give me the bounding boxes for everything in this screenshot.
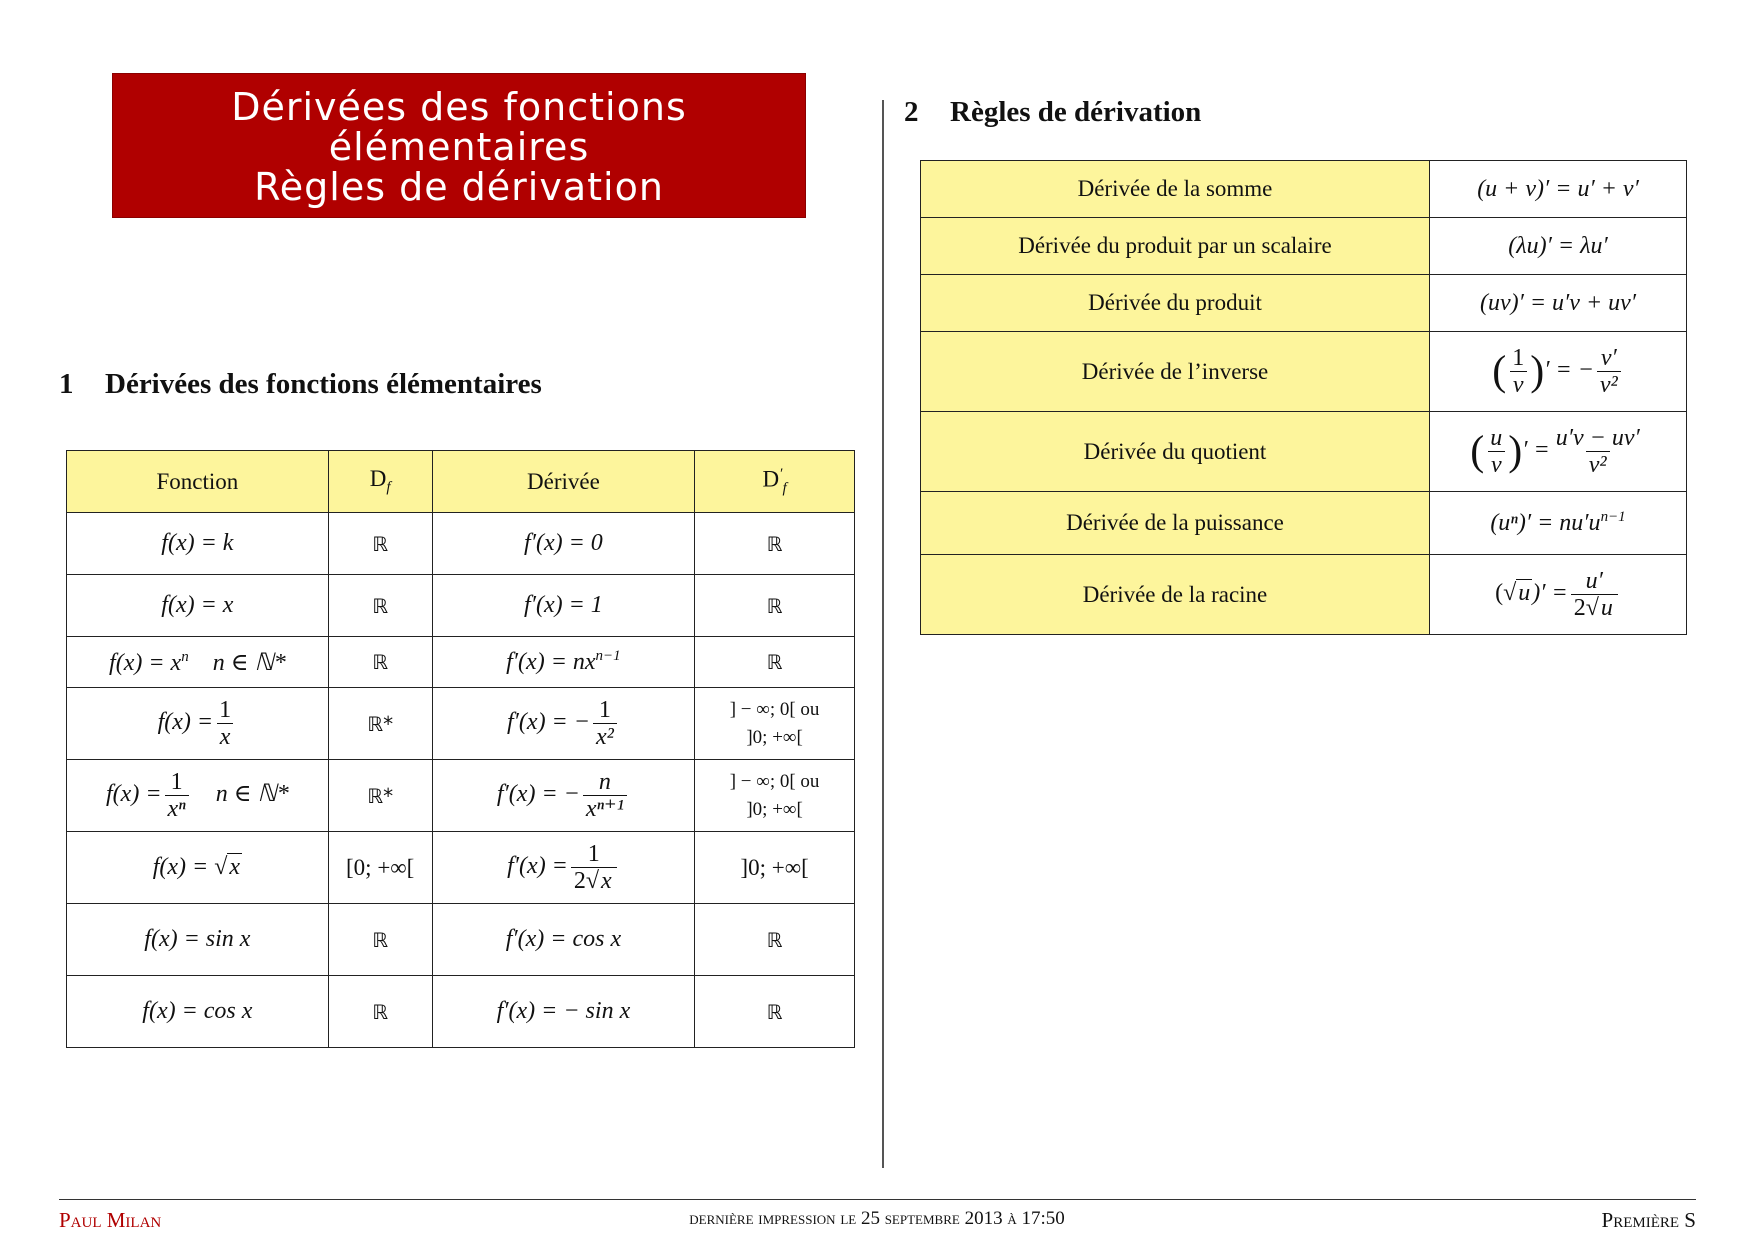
fraction-denominator: x [217, 723, 234, 750]
sqrt-radicand: x [601, 868, 612, 894]
derivative-fraction [593, 697, 617, 750]
derivative-domain-cell: ℝ [695, 575, 855, 637]
derivative-cell: f′(x) = 1 [432, 575, 695, 637]
rule-formula: (uv)′ = u′v + uv′ [1430, 275, 1687, 332]
fraction-denominator [1571, 594, 1618, 621]
derivation-rules-table [920, 160, 1687, 635]
table-row [67, 688, 855, 760]
header-derivee: Dérivée [432, 451, 695, 513]
function-cell: f(x) = cos x [67, 976, 329, 1048]
section-1-heading [59, 368, 542, 401]
fraction-numerator: u′ [1585, 568, 1603, 594]
table-row [67, 832, 855, 904]
function-condition: n ∈ ℕ* [215, 781, 289, 808]
header-df-sub: f [386, 479, 391, 496]
derivative-left: f′(x) = [507, 853, 568, 880]
function-cell [67, 832, 329, 904]
domain-cell: ℝ [328, 575, 432, 637]
function-left: f(x) = [157, 709, 214, 736]
table-row [921, 332, 1687, 412]
derivative-exponent: n−1 [595, 648, 621, 664]
section-2-heading [904, 96, 1201, 129]
fraction-numerator: 1 [219, 697, 232, 723]
rule-formula [1430, 492, 1687, 555]
derivative-domain-cell: ℝ [695, 513, 855, 575]
paren-close: ) [1508, 428, 1523, 475]
formula-middle: ′ = [1522, 437, 1550, 464]
domain-cell: [0; +∞[ [328, 832, 432, 904]
formula-middle: )′ = [1532, 580, 1568, 607]
fraction-denominator: v² [1597, 371, 1621, 398]
function-left: f(x) = [106, 781, 162, 808]
paren-open: ( [1495, 580, 1504, 607]
rule-label: Dérivée de la racine [921, 555, 1430, 635]
sqrt-symbol: √ [214, 854, 228, 880]
domain-line-1: ] − ∞; 0[ ou [729, 698, 820, 720]
rule-formula [1430, 555, 1687, 635]
formula-fraction-left [1509, 345, 1527, 398]
rule-formula: (u + v)′ = u′ + v′ [1430, 161, 1687, 218]
table-row [921, 161, 1687, 218]
footer-author: Paul Milan [59, 1208, 162, 1232]
header-df [328, 451, 432, 513]
sqrt-radicand: x [229, 854, 241, 880]
table-row [921, 412, 1687, 492]
header-fonction: Fonction [67, 451, 329, 513]
derivative-cell: f′(x) = − sin x [432, 976, 695, 1048]
derivative-domain-cell: ℝ [695, 904, 855, 976]
rule-formula [1430, 332, 1687, 412]
derivative-fraction [583, 769, 627, 822]
table-row [67, 575, 855, 637]
paren-open: ( [1492, 348, 1507, 395]
fraction-denominator: xⁿ [165, 795, 189, 822]
section-1-number: 1 [59, 368, 74, 400]
table-row [67, 976, 855, 1048]
formula-exponent: n−1 [1600, 509, 1626, 525]
fraction-denominator: x² [593, 723, 617, 750]
fraction-denominator [571, 867, 617, 894]
table-row [921, 555, 1687, 635]
footer-divider [59, 1199, 1696, 1200]
rule-label: Dérivée du quotient [921, 412, 1430, 492]
function-cell: f(x) = k [67, 513, 329, 575]
sqrt-symbol: √ [1503, 580, 1517, 607]
domain-cell: ℝ* [328, 688, 432, 760]
formula-fraction-right [1571, 568, 1618, 621]
function-cell [67, 637, 329, 688]
domain-line-1: ] − ∞; 0[ ou [729, 770, 820, 792]
footer-class: Première S [1601, 1208, 1696, 1232]
derivative-left: f′(x) = − [507, 709, 590, 736]
table-row [67, 760, 855, 832]
formula-fraction-left [1487, 425, 1505, 478]
table-header-row [67, 451, 855, 513]
rule-label: Dérivée de la somme [921, 161, 1430, 218]
table-row [921, 275, 1687, 332]
title-line-1: Dérivées des fonctions [231, 85, 687, 129]
fraction-numerator: n [598, 769, 611, 795]
formula-fraction-right [1553, 425, 1643, 478]
rule-label: Dérivée de l’inverse [921, 332, 1430, 412]
derivative-domain-cell [695, 760, 855, 832]
derivative-cell [432, 688, 695, 760]
derivative-left: f′(x) = − [496, 781, 580, 808]
function-base: f(x) = x [109, 649, 182, 676]
section-1-title: Dérivées des fonctions élémentaires [105, 368, 542, 400]
sqrt-symbol: √ [1585, 595, 1599, 621]
function-cell: f(x) = x [67, 575, 329, 637]
rule-label: Dérivée de la puissance [921, 492, 1430, 555]
header-df-letter: D [369, 466, 387, 492]
sqrt-radicand: u [1600, 595, 1613, 621]
domain-cell: ℝ [328, 637, 432, 688]
derivative-domain-cell [695, 688, 855, 760]
fraction-denominator: xⁿ⁺¹ [583, 795, 627, 822]
function-cell: f(x) = sin x [67, 904, 329, 976]
function-cell [67, 760, 329, 832]
fraction-numerator: 1 [587, 841, 600, 867]
header-dfp-sub: f [782, 480, 787, 497]
derivative-cell: f′(x) = cos x [432, 904, 695, 976]
derivative-cell [432, 637, 695, 688]
derivative-fraction [571, 841, 617, 894]
function-condition: n ∈ ℕ* [212, 649, 286, 676]
section-2-number: 2 [904, 96, 919, 128]
function-exponent: n [181, 648, 189, 665]
rule-label: Dérivée du produit [921, 275, 1430, 332]
derivative-base: f′(x) = nx [506, 649, 596, 675]
column-divider [882, 100, 884, 1168]
derivative-cell: f′(x) = 0 [432, 513, 695, 575]
fraction-denominator: v [1510, 371, 1527, 398]
formula-fraction-right [1597, 345, 1621, 398]
table-row [67, 637, 855, 688]
sqrt-radicand: u [1518, 580, 1531, 607]
table-row [921, 492, 1687, 555]
formula-base: (uⁿ)′ = nu′u [1490, 510, 1601, 536]
paren-open: ( [1470, 428, 1485, 475]
page-title-banner [112, 73, 806, 218]
rule-formula: (λu)′ = λu′ [1430, 218, 1687, 275]
domain-cell: ℝ [328, 513, 432, 575]
section-2-title: Règles de dérivation [950, 96, 1202, 128]
paren-close: ) [1530, 348, 1545, 395]
denominator-coefficient: 2 [573, 868, 586, 894]
formula-middle: ′ = − [1544, 357, 1594, 384]
header-dfp-letter: D [762, 466, 780, 492]
domain-cell: ℝ* [328, 760, 432, 832]
function-fraction [216, 697, 234, 750]
table-row [67, 904, 855, 976]
rule-formula [1430, 412, 1687, 492]
fraction-numerator: u [1490, 425, 1503, 451]
fraction-numerator: v′ [1600, 345, 1617, 371]
derivative-cell [432, 760, 695, 832]
header-dfp [695, 451, 855, 513]
domain-cell: ℝ [328, 976, 432, 1048]
fraction-denominator: v² [1586, 451, 1610, 478]
derivatives-table [66, 450, 855, 1048]
fraction-denominator: v [1488, 451, 1505, 478]
fraction-numerator: 1 [170, 769, 183, 795]
derivative-domain-cell: ℝ [695, 637, 855, 688]
function-left: f(x) = [152, 854, 209, 880]
fraction-numerator: 1 [1512, 345, 1525, 371]
derivative-cell [432, 832, 695, 904]
function-cell [67, 688, 329, 760]
derivative-domain-cell: ]0; +∞[ [695, 832, 855, 904]
fraction-numerator: u′v − uv′ [1555, 425, 1640, 451]
title-line-2: élémentaires [328, 125, 590, 169]
domain-cell: ℝ [328, 904, 432, 976]
domain-line-2: ]0; +∞[ [746, 798, 803, 820]
table-row [67, 513, 855, 575]
fraction-numerator: 1 [598, 697, 611, 723]
footer-print-date: dernière impression le 25 septembre 2013 à 17:50 [689, 1208, 1065, 1229]
title-line-3: Règles de dérivation [254, 165, 664, 209]
denominator-coefficient: 2 [1573, 595, 1586, 621]
derivative-domain-cell: ℝ [695, 976, 855, 1048]
header-dfp-prime: ′ [779, 465, 783, 482]
function-fraction [165, 769, 189, 822]
table-row [921, 218, 1687, 275]
rule-label: Dérivée du produit par un scalaire [921, 218, 1430, 275]
domain-line-2: ]0; +∞[ [746, 726, 803, 748]
sqrt-symbol: √ [585, 868, 600, 894]
